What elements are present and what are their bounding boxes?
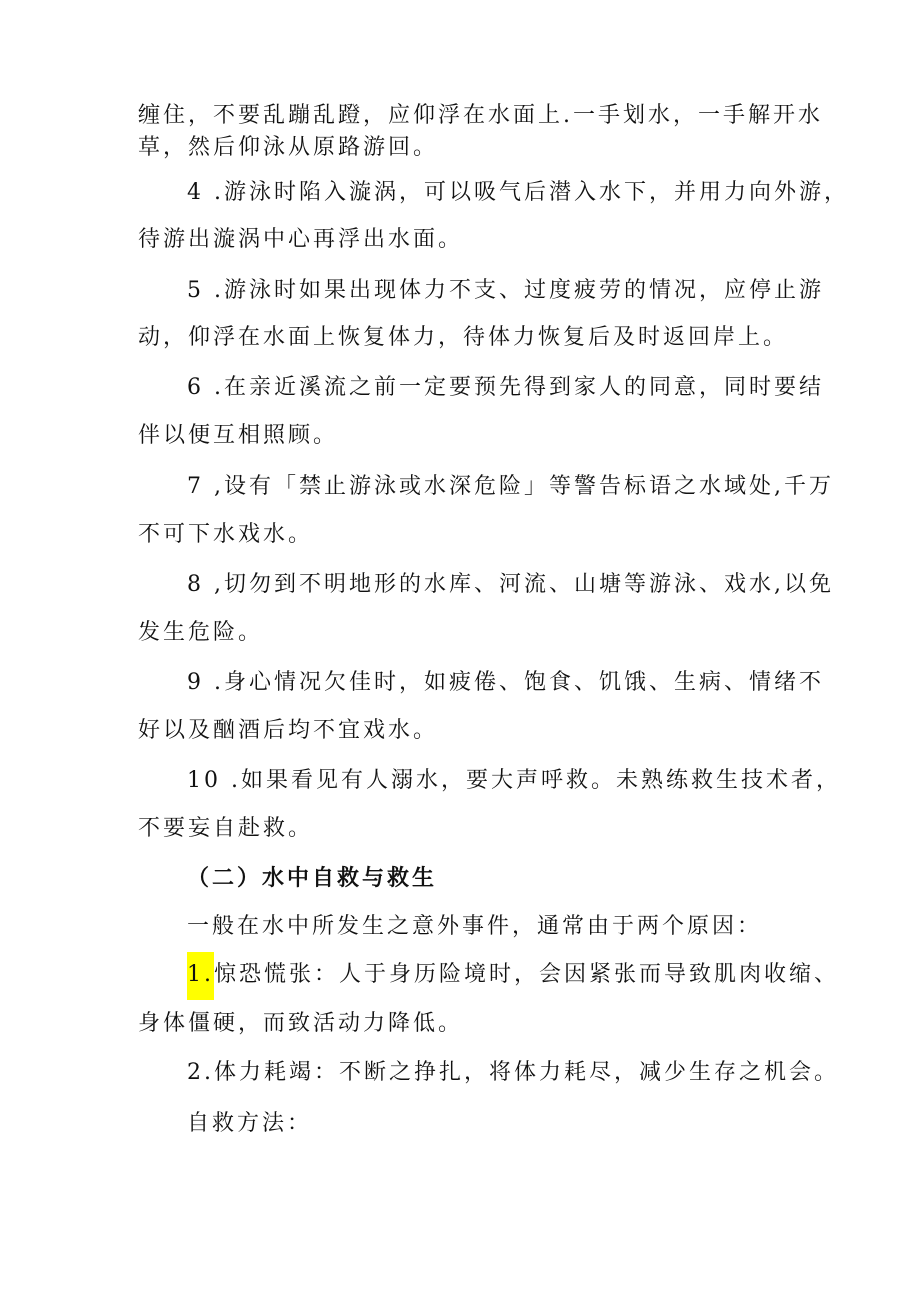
item-8-line-1: 8 ,切勿到不明地形的水库、河流、山塘等游泳、戏水,以免 [187, 572, 834, 597]
item-8-line-2: 发生危险。 [138, 620, 264, 645]
item-4-line-1: 4 .游泳时陷入漩涡，可以吸气后潜入水下，并用力向外游， [187, 180, 849, 205]
cause-2-line: 2.体力耗竭：不断之挣扎，将体力耗尽，减少生存之机会。 [187, 1060, 839, 1085]
item-4-line-2: 待游出漩涡中心再浮出水面。 [138, 227, 464, 252]
item-7-line-1: 7 ,设有「禁止游泳或水深危险」等警告标语之水域处,千万 [187, 474, 834, 499]
paragraph-3-line-1: 缠住，不要乱蹦乱蹬，应仰浮在水面上.一手划水，一手解开水 [138, 103, 823, 128]
intro-line: 一般在水中所发生之意外事件，通常由于两个原因： [187, 914, 763, 939]
cause-1-text: 惊恐慌张：人于身历险境时，会因紧张而导致肌肉收缩、 [214, 962, 840, 987]
item-9-line-1: 9 .身心情况欠佳时，如疲倦、饱食、饥饿、生病、情绪不 [187, 670, 824, 695]
item-6-line-2: 伴以便互相照顾。 [138, 423, 339, 448]
section-heading: （二）水中自救与救生 [187, 866, 438, 891]
item-5-line-2: 动，仰浮在水面上恢复体力，待体力恢复后及时返回岸上。 [138, 325, 789, 350]
item-6-line-1: 6 .在亲近溪流之前一定要预先得到家人的同意，同时要结 [187, 375, 824, 400]
self-rescue-heading: 自救方法： [187, 1111, 313, 1136]
cause-1-line-1 [187, 960, 839, 990]
item-7-line-2: 不可下水戏水。 [138, 522, 314, 547]
cause-1-line-2: 身体僵硬，而致活动力降低。 [138, 1011, 464, 1036]
paragraph-3-line-2: 草，然后仰泳从原路游回。 [138, 135, 439, 160]
item-10-line-1: 10 .如果看见有人溺水，要大声呼救。未熟练救生技术者， [187, 768, 841, 793]
highlighted-number: 1. [187, 952, 214, 1000]
item-10-line-2: 不要妄自赴救。 [138, 816, 314, 841]
item-9-line-2: 好以及酗酒后均不宜戏水。 [138, 718, 439, 743]
item-5-line-1: 5 .游泳时如果出现体力不支、过度疲劳的情况，应停止游 [187, 278, 824, 303]
